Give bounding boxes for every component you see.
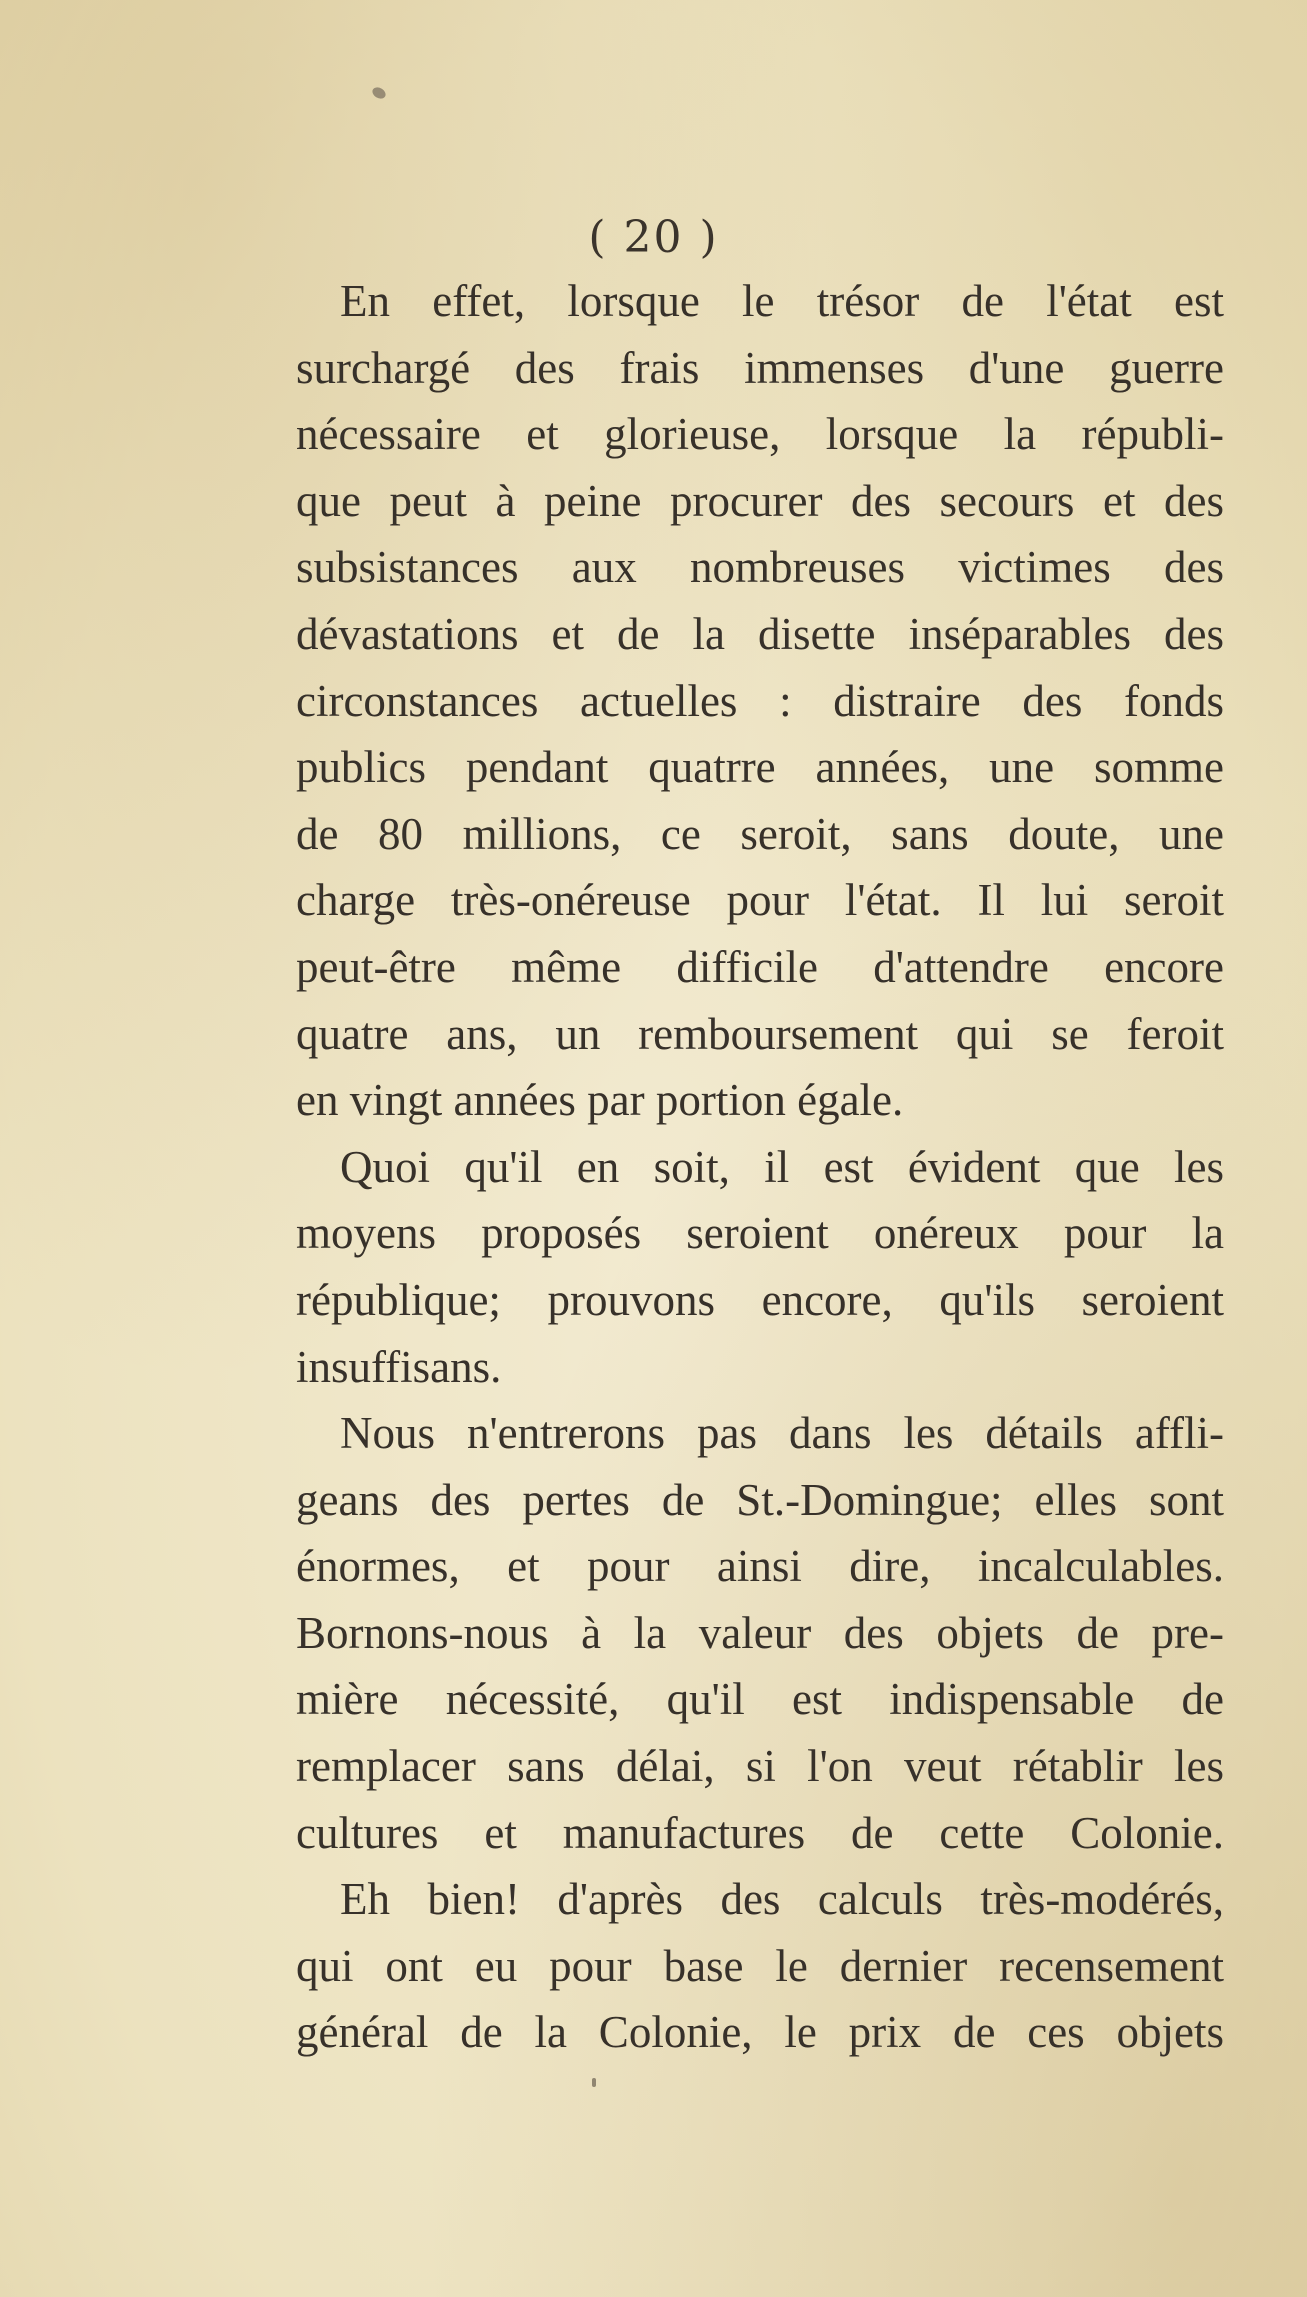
text-line: geans des pertes de St.-Domingue; elles sont bbox=[296, 1474, 1224, 1525]
text-line: que peut à peine procurer des secours et des bbox=[296, 475, 1224, 526]
text-line: en vingt années par portion égale. bbox=[296, 1075, 904, 1126]
text-line: moyens proposés seroient onéreux pour la bbox=[296, 1208, 1224, 1259]
text-line: république; prouvons encore, qu'ils seroient bbox=[296, 1274, 1224, 1325]
text-line: énormes, et pour ainsi dire, incalculables. bbox=[296, 1541, 1224, 1592]
text-line: peut-être même difficile d'attendre encore bbox=[296, 941, 1224, 992]
text-line: circonstances actuelles : distraire des fonds bbox=[296, 675, 1224, 726]
ink-mark bbox=[592, 2078, 596, 2087]
body-text bbox=[296, 268, 1224, 2066]
text-line: quatre ans, un remboursement qui se feroit bbox=[296, 1008, 1224, 1059]
text-line: mière nécessité, qu'il est indispensable de bbox=[296, 1674, 1224, 1725]
text-line: subsistances aux nombreuses victimes des bbox=[296, 542, 1224, 593]
text-line: publics pendant quatrre années, une somme bbox=[296, 742, 1224, 793]
text-line: charge très-onéreuse pour l'état. Il lui seroit bbox=[296, 875, 1224, 926]
text-line: de 80 millions, ce seroit, sans doute, une bbox=[296, 808, 1224, 859]
page-number: ( 20 ) bbox=[588, 212, 719, 263]
text-line: insuffisans. bbox=[296, 1341, 502, 1392]
text-line: dévastations et de la disette inséparables des bbox=[296, 608, 1224, 659]
text-line: Nous n'entrerons pas dans les détails affli- bbox=[340, 1408, 1224, 1459]
text-line: nécessaire et glorieuse, lorsque la républi- bbox=[296, 409, 1224, 460]
text-line: remplacer sans délai, si l'on veut rétablir les bbox=[296, 1741, 1224, 1792]
text-line: surchargé des frais immenses d'une guerre bbox=[296, 342, 1224, 393]
ink-smudge bbox=[370, 85, 387, 101]
text-line: qui ont eu pour base le dernier recensement bbox=[296, 1940, 1224, 1991]
text-line: Quoi qu'il en soit, il est évident que les bbox=[340, 1141, 1224, 1192]
text-line: Eh bien! d'après des calculs très-modérés, bbox=[340, 1874, 1224, 1925]
text-line: En effet, lorsque le trésor de l'état est bbox=[340, 276, 1224, 326]
text-line: général de la Colonie, le prix de ces objets bbox=[296, 2007, 1224, 2058]
text-line: Bornons-nous à la valeur des objets de pre- bbox=[296, 1607, 1224, 1658]
text-line: cultures et manufactures de cette Colonie. bbox=[296, 1807, 1224, 1858]
